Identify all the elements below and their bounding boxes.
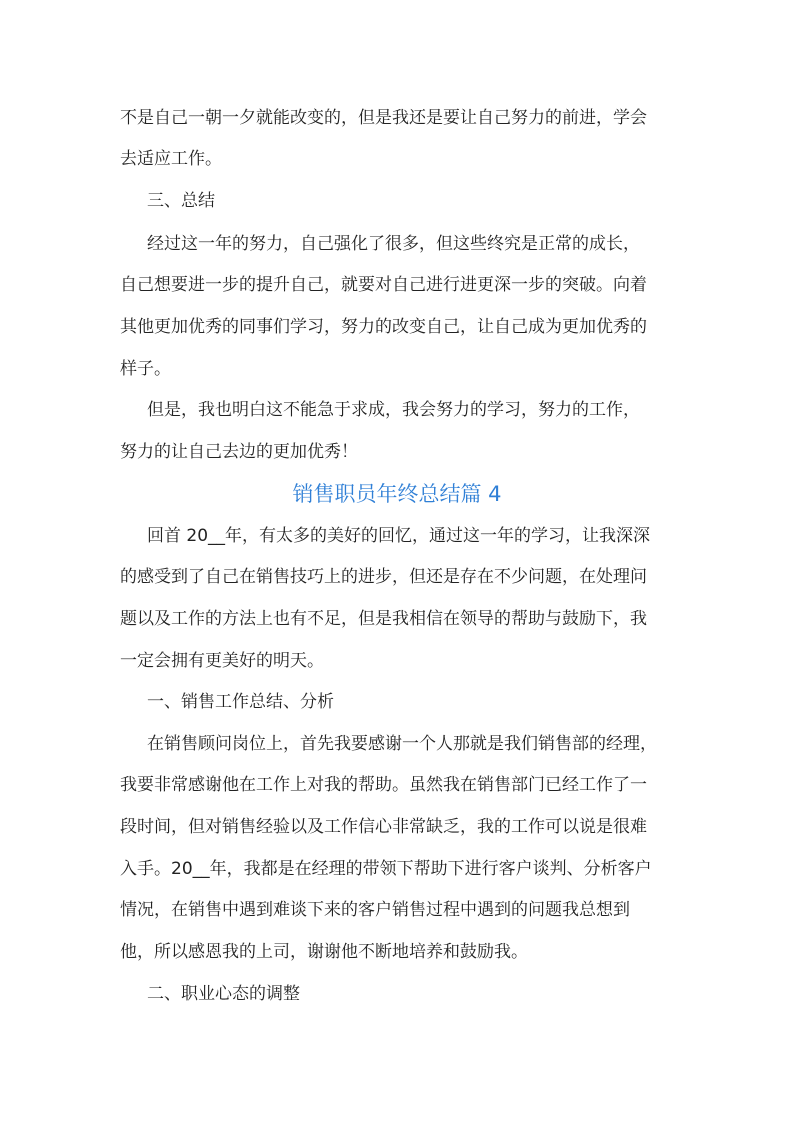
paragraph-line: 的感受到了自己在销售技巧上的进步，但还是存在不少问题，在处理问: [120, 567, 647, 587]
paragraph-line: 但是，我也明白这不能急于求成，我会努力的学习，努力的工作，: [147, 400, 640, 420]
paragraph-line: 题以及工作的方法上也有不足，但是我相信在领导的帮助与鼓励下，我: [120, 609, 647, 629]
paragraph-line: 经过这一年的努力，自己强化了很多，但这些终究是正常的成长，: [147, 234, 640, 254]
paragraph-line: 一定会拥有更美好的明天。: [120, 651, 324, 671]
section-heading: 三、总结: [147, 191, 215, 211]
paragraph-line: 段时间，但对销售经验以及工作信心非常缺乏，我的工作可以说是很难: [120, 817, 647, 837]
paragraph-line: 努力的让自己去边的更加优秀！: [120, 442, 358, 462]
section-heading: 一、销售工作总结、分析: [147, 692, 334, 712]
paragraph-line: 回首 20__年，有太多的美好的回忆，通过这一年的学习，让我深深: [147, 526, 651, 546]
paragraph-line: 自己想要进一步的提升自己，就要对自己进行进更深一步的突破。向着: [120, 275, 647, 295]
paragraph-line: 不是自己一朝一夕就能改变的，但是我还是要让自己努力的前进，学会: [120, 108, 647, 128]
paragraph-line: 去适应工作。: [120, 149, 222, 169]
paragraph-line: 他，所以感恩我的上司，谢谢他不断地培养和鼓励我。: [120, 942, 528, 962]
section-heading: 二、职业心态的调整: [147, 984, 300, 1004]
article-title: 销售职员年终总结篇 4: [292, 482, 502, 506]
paragraph-line: 样子。: [120, 359, 171, 379]
paragraph-line: 在销售顾问岗位上，首先我要感谢一个人那就是我们销售部的经理，: [147, 734, 657, 754]
paragraph-line: 入手。20__年，我都是在经理的带领下帮助下进行客户谈判、分析客户: [120, 859, 652, 879]
paragraph-line: 我要非常感谢他在工作上对我的帮助。虽然我在销售部门已经工作了一: [120, 775, 647, 795]
paragraph-line: 情况，在销售中遇到难谈下来的客户销售过程中遇到的问题我总想到: [120, 900, 630, 920]
paragraph-line: 其他更加优秀的同事们学习，努力的改变自己，让自己成为更加优秀的: [120, 317, 647, 337]
